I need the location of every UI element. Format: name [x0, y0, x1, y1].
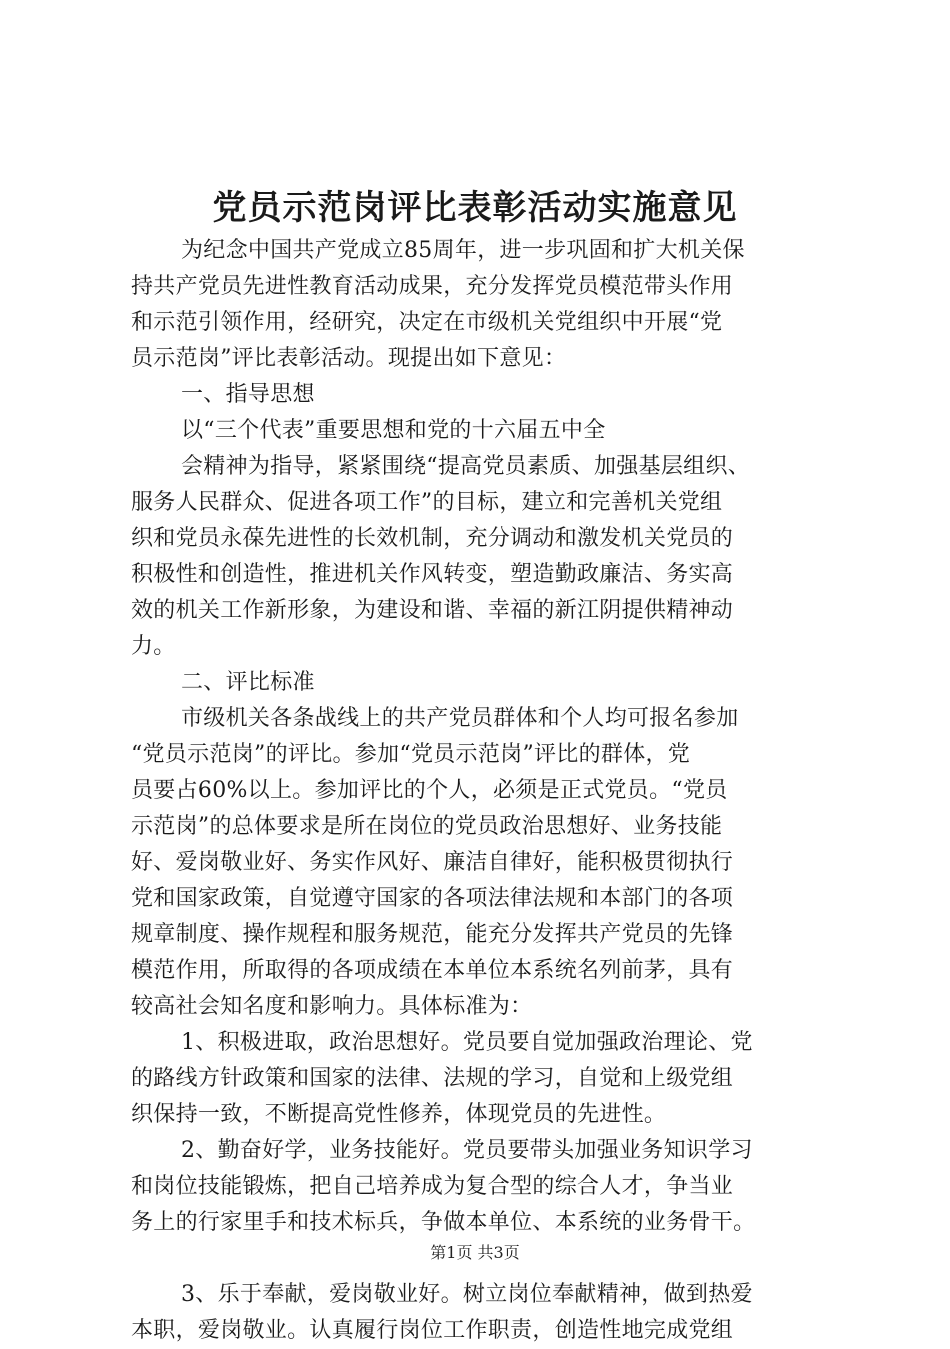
- paragraph-line: 规章制度、操作规程和服务规范，能充分发挥共产党员的先锋: [131, 922, 734, 947]
- paragraph-line: 以“三个代表”重要思想和党的十六届五中全: [181, 418, 606, 443]
- paragraph-line: 的路线方针政策和国家的法律、法规的学习，自觉和上级党组: [131, 1066, 734, 1091]
- paragraph-line: 示范岗”的总体要求是所在岗位的党员政治思想好、业务技能: [131, 814, 723, 839]
- paragraph-line: 本职，爱岗敬业。认真履行岗位工作职责，创造性地完成党组: [131, 1318, 734, 1343]
- paragraph-line: 为纪念中国共产党成立85周年，进一步巩固和扩大机关保: [181, 238, 745, 263]
- paragraph-line: 织和党员永葆先进性的长效机制，充分调动和激发机关党员的: [131, 526, 734, 551]
- paragraph-line: 会精神为指导，紧紧围绕“提高党员素质、加强基层组织、: [181, 454, 751, 479]
- paragraph-line: 好、爱岗敬业好、务实作风好、廉洁自律好，能积极贯彻执行: [131, 850, 734, 875]
- paragraph-line: 和示范引领作用，经研究，决定在市级机关党组织中开展“党: [131, 310, 723, 335]
- section-heading: 二、评比标准: [181, 670, 315, 695]
- paragraph-line: “党员示范岗”的评比。参加“党员示范岗”评比的群体，党: [131, 742, 691, 767]
- paragraph-line: 员要占60%以上。参加评比的个人，必须是正式党员。“党员: [131, 778, 728, 803]
- document-title: 党员示范岗评比表彰活动实施意见: [212, 188, 738, 228]
- paragraph-line: 效的机关工作新形象，为建设和谐、幸福的新江阴提供精神动: [131, 598, 734, 623]
- paragraph-line: 服务人民群众、促进各项工作”的目标，建立和完善机关党组: [131, 490, 723, 515]
- paragraph-line: 模范作用，所取得的各项成绩在本单位本系统名列前茅，具有: [131, 958, 734, 983]
- document-body: [131, 233, 831, 1349]
- paragraph-line: 织保持一致，不断提高党性修养，体现党员的先进性。: [131, 1102, 667, 1127]
- paragraph-line: 2、勤奋好学，业务技能好。党员要带头加强业务知识学习: [181, 1138, 753, 1163]
- paragraph-line: 1、积极进取，政治思想好。党员要自觉加强政治理论、党: [181, 1030, 753, 1055]
- paragraph-line: 务上的行家里手和技术标兵，争做本单位、本系统的业务骨干。: [131, 1210, 756, 1235]
- paragraph-line: 市级机关各条战线上的共产党员群体和个人均可报名参加: [181, 706, 739, 731]
- paragraph-line: 和岗位技能锻炼，把自己培养成为复合型的综合人才，争当业: [131, 1174, 734, 1199]
- paragraph-line: 党和国家政策，自觉遵守国家的各项法律法规和本部门的各项: [131, 886, 734, 911]
- paragraph-line: 3、乐于奉献，爱岗敬业好。树立岗位奉献精神，做到热爱: [181, 1282, 753, 1307]
- paragraph-line: 持共产党员先进性教育活动成果，充分发挥党员模范带头作用: [131, 274, 734, 299]
- paragraph-line: 力。: [131, 634, 176, 659]
- paragraph-line: 积极性和创造性，推进机关作风转变，塑造勤政廉洁、务实高: [131, 562, 734, 587]
- paragraph-line: 员示范岗”评比表彰活动。现提出如下意见：: [131, 346, 567, 371]
- paragraph-line: 较高社会知名度和影响力。具体标准为：: [131, 994, 533, 1019]
- section-heading: 一、指导思想: [181, 382, 315, 407]
- page-footer: 第1页 共3页: [430, 1243, 520, 1262]
